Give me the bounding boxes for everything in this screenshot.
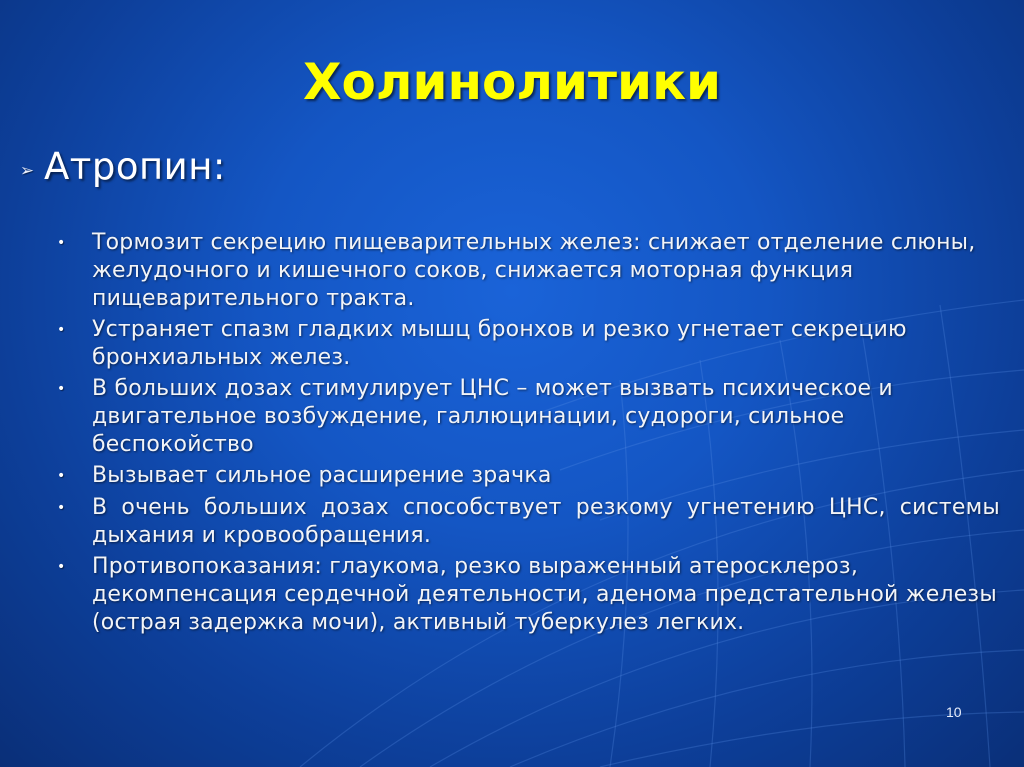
bullet-dot-icon: • <box>57 559 66 575</box>
heading-row <box>10 142 226 192</box>
bullet-text: Тормозит секрецию пищеварительных желез: снижает отделение слюны, желудочного и кишечного соков, снижается моторная функция пищеварительного тракта. <box>92 230 976 311</box>
bullet-dot-icon: • <box>57 500 66 516</box>
bullet-list <box>52 229 1000 640</box>
bullet-dot-icon: • <box>57 468 66 484</box>
bullet-text: В очень больших дозах способствует резкому угнетению ЦНС, системы дыхания и кровообращения. <box>92 495 1000 548</box>
bullet-text: Противопоказания: глаукома, резко выраженный атеросклероз, декомпенсация сердечной деятельности, аденома предстательной железы (острая задержка мочи), активный туберкулез легких. <box>92 554 997 635</box>
list-item <box>52 316 1000 372</box>
list-item <box>52 229 1000 313</box>
bullet-dot-icon: • <box>57 322 66 338</box>
list-item <box>52 375 1000 459</box>
page-number: 10 <box>946 704 962 720</box>
list-item <box>52 553 1000 637</box>
bullet-text: В больших дозах стимулирует ЦНС – может вызвать психическое и двигательное возбуждение, галлюцинации, судороги, сильное беспокойство <box>92 376 893 457</box>
bullet-text: Вызывает сильное расширение зрачка <box>92 463 552 488</box>
slide-title: Холинолитики <box>302 53 722 111</box>
list-item <box>52 462 1000 491</box>
bullet-dot-icon: • <box>57 235 66 251</box>
bullet-text: Устраняет спазм гладких мышц бронхов и резко угнетает секрецию бронхиальных желез. <box>92 317 907 370</box>
section-heading: Атропин: <box>44 145 226 188</box>
list-item <box>52 494 1000 550</box>
bullet-dot-icon: • <box>57 381 66 397</box>
arrow-bullet-icon: ➢ <box>19 161 35 181</box>
